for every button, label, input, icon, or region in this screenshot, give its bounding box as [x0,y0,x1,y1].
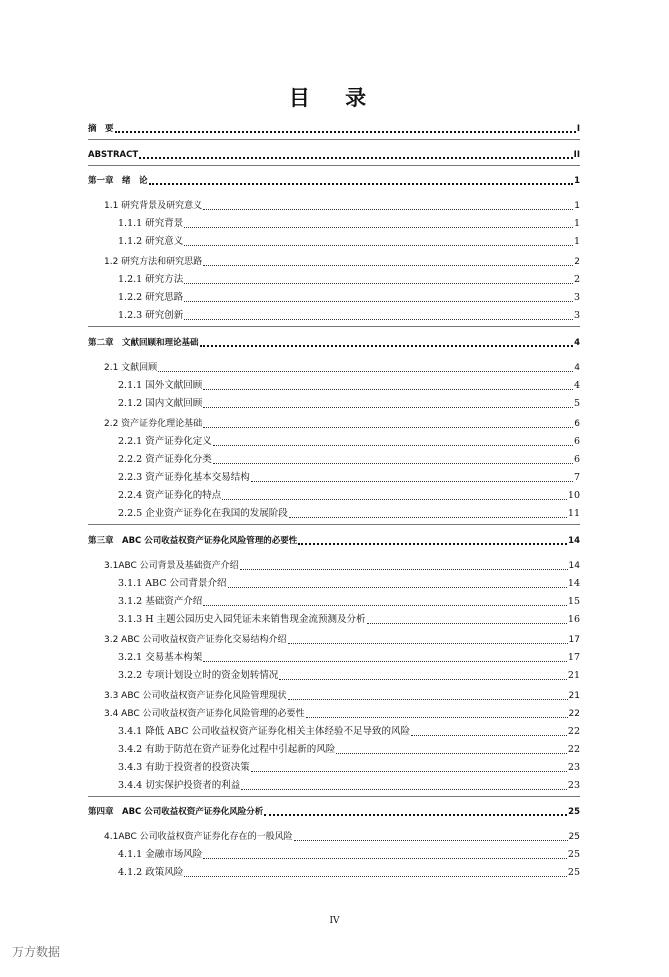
toc-entry [118,274,580,286]
dot-leader [184,283,573,284]
toc-entry [88,123,580,135]
toc-entry-page: 5 [573,398,580,409]
toc-entry-page: 14 [568,561,580,571]
toc-entry-label: 3.4.1 降低 ABC 公司收益权资产证券化相关主体经验不足导致的风险 [118,726,411,737]
toc-entry [104,200,580,212]
toc-entry-page: 1 [573,236,580,247]
dot-leader [411,735,567,736]
toc-entry-page: 14 [567,578,580,589]
toc-entry-page: 22 [567,726,580,737]
dot-leader [139,157,573,159]
toc-entry [118,596,580,608]
toc-entry-label: 3.1ABC 公司背景及基础资产介绍 [104,561,239,571]
toc-entry-page: 17 [568,635,580,645]
toc-entry-page: 4 [574,363,580,373]
toc-entry [118,236,580,248]
page-number: IV [329,916,340,926]
toc-entry [104,634,580,646]
toc-entry-label: 1.2.1 研究方法 [118,274,184,285]
toc-entry [118,652,580,664]
toc-entry [104,831,580,843]
toc-entry [118,670,580,682]
toc-entry [118,614,580,626]
toc-entry [118,867,580,879]
toc-entry-label: 3.2.1 交易基本构架 [118,652,203,663]
toc-entry-label: 2.2.4 资产证券化的特点 [118,490,222,501]
dot-leader [184,245,573,246]
toc-entry [104,560,580,572]
dot-leader [213,463,573,464]
dot-leader [158,371,573,372]
toc-entry-label: 摘 要 [88,124,114,134]
dot-leader [203,661,567,662]
toc-entry-label: 第二章 文献回顾和理论基础 [88,338,199,348]
toc-entry [104,690,580,702]
toc-entry [118,310,580,322]
toc-entry-page: 14 [568,536,580,546]
dot-leader [222,499,567,500]
dot-leader [294,840,568,841]
dot-leader [184,301,573,302]
toc-entry-label: 4.1ABC 公司收益权资产证券化存在的一般风险 [104,832,293,842]
dot-leader [264,814,567,816]
toc-entry-page: 1 [573,218,580,229]
toc-entry-page: 17 [567,652,580,663]
dot-leader [241,789,567,790]
toc-entry-label: 1.1.2 研究意义 [118,236,184,247]
toc-entry-page: 16 [567,614,580,625]
toc-entry-page: 4 [574,338,580,348]
toc-entry-page: 1 [574,176,580,186]
toc-entry-label: 1.2.3 研究创新 [118,310,184,321]
dot-leader [213,445,573,446]
toc-entry [88,806,580,818]
toc-entry-page: 11 [567,508,580,519]
toc-entry [104,418,580,430]
toc-entry-page: 2 [574,257,580,267]
toc-entry [118,380,580,392]
toc-entry-label: 3.4.2 有助于防范在资产证券化过程中引起新的风险 [118,744,336,755]
dot-leader [184,227,573,228]
toc-entry-label: 2.2.1 资产证券化定义 [118,436,212,447]
toc-entry-page: 23 [567,780,580,791]
dot-leader [115,131,576,133]
toc-entry-label: 第三章 ABC 公司收益权资产证券化风险管理的必要性 [88,536,298,546]
toc-entry [118,490,580,502]
toc-entry [118,436,580,448]
toc-entry-page: 22 [567,744,580,755]
toc-entry-page: 10 [567,490,580,501]
toc-entry-page: 22 [568,709,580,719]
toc-entry-page: 25 [567,867,580,878]
toc-entry [118,508,580,520]
toc-entry-page: II [573,150,580,160]
chapter-divider [88,524,580,525]
toc-entry-label: 3.4.3 有助于投资者的投资决策 [118,762,250,773]
dot-leader [184,876,567,877]
chapter-divider [88,139,580,140]
toc-entry-page: 7 [573,472,580,483]
toc-entry-page: 21 [567,670,580,681]
toc-entry [118,454,580,466]
dot-leader [149,183,574,185]
dot-leader [203,209,573,210]
dot-leader [306,717,568,718]
toc-entry [118,472,580,484]
dot-leader [203,407,573,408]
toc-entry [104,256,580,268]
toc-entry-page: I [576,124,580,134]
toc-entry-label: 3.2 ABC 公司收益权资产证券化交易结构介绍 [104,635,287,645]
toc-entry-label: 1.1.1 研究背景 [118,218,184,229]
watermark: 万方数据 [12,945,61,959]
toc-entry [88,337,580,349]
dot-leader [228,587,567,588]
dot-leader [203,265,573,266]
dot-leader [184,319,573,320]
chapter-divider [88,165,580,166]
toc-entry-label: 1.1 研究背景及研究意义 [104,201,203,211]
chapter-divider [88,796,580,797]
toc-entry [88,149,580,161]
toc-entry-page: 2 [573,274,580,285]
toc-entry-label: 3.3 ABC 公司收益权资产证券化风险管理现状 [104,691,287,701]
dot-leader [200,345,574,347]
toc-entry-page: 15 [567,596,580,607]
toc-entry [118,218,580,230]
toc-entry-label: 第一章 绪 论 [88,176,148,186]
dot-leader [298,543,567,545]
toc-entry [118,780,580,792]
toc-entry-page: 3 [573,292,580,303]
toc-entry-label: 1.2 研究方法和研究思路 [104,257,203,267]
toc-entry-label: 2.2.3 资产证券化基本交易结构 [118,472,250,483]
toc-entry [88,535,580,547]
toc-entry [118,726,580,738]
toc-entry-label: 1.2.2 研究思路 [118,292,184,303]
toc-entry-label: 2.1.2 国内文献回顾 [118,398,203,409]
dot-leader [251,481,573,482]
dot-leader [289,517,567,518]
dot-leader [203,427,573,428]
toc-entry-page: 3 [573,310,580,321]
toc-entry [118,292,580,304]
toc-entry-label: 3.4 ABC 公司收益权资产证券化风险管理的必要性 [104,709,305,719]
toc-entry [118,744,580,756]
toc-entry-label: 2.2.5 企业资产证券化在我国的发展阶段 [118,508,288,519]
dot-leader [240,569,568,570]
toc-entry [118,762,580,774]
page-title: 目 录 [288,86,381,110]
toc-entry-label: 4.1.1 金融市场风险 [118,849,203,860]
toc-entry-label: 3.2.2 专项计划设立时的资金划转情况 [118,670,279,681]
dot-leader [336,753,567,754]
toc-entry-label: 2.1 文献回顾 [104,363,158,373]
toc-entry-label: ABSTRACT [88,150,139,160]
toc-entry-label: 第四章 ABC 公司收益权资产证券化风险分析 [88,807,264,817]
dot-leader [288,643,568,644]
toc-entry [104,708,580,720]
toc-entry-page: 23 [567,762,580,773]
toc-entry-label: 2.2 资产证券化理论基础 [104,419,203,429]
dot-leader [203,858,567,859]
dot-leader [203,389,573,390]
dot-leader [203,605,567,606]
toc-entry-label: 2.1.1 国外文献回顾 [118,380,203,391]
toc-entry [88,175,580,187]
toc-entry-label: 3.1.1 ABC 公司背景介绍 [118,578,227,589]
toc-entry [104,362,580,374]
dot-leader [367,623,567,624]
toc-entry [118,398,580,410]
toc-entry-label: 3.4.4 切实保护投资者的利益 [118,780,241,791]
toc-entry-page: 25 [568,807,580,817]
toc-entry-page: 6 [573,436,580,447]
toc-entry [118,849,580,861]
toc-entry-label: 3.1.2 基础资产介绍 [118,596,203,607]
dot-leader [251,771,567,772]
toc-entry-label: 4.1.2 政策风险 [118,867,184,878]
toc-entry-page: 1 [574,201,580,211]
toc-entry-page: 6 [574,419,580,429]
toc-entry-page: 25 [567,849,580,860]
toc-entry-page: 21 [568,691,580,701]
dot-leader [288,699,568,700]
toc-entry-page: 4 [573,380,580,391]
toc-entry [118,578,580,590]
toc-entry-page: 25 [568,832,580,842]
toc-entry-page: 6 [573,454,580,465]
dot-leader [279,679,567,680]
chapter-divider [88,326,580,327]
toc-entry-label: 3.1.3 H 主题公园历史入园凭证未来销售现金流预测及分析 [118,614,366,625]
toc-entry-label: 2.2.2 资产证券化分类 [118,454,212,465]
